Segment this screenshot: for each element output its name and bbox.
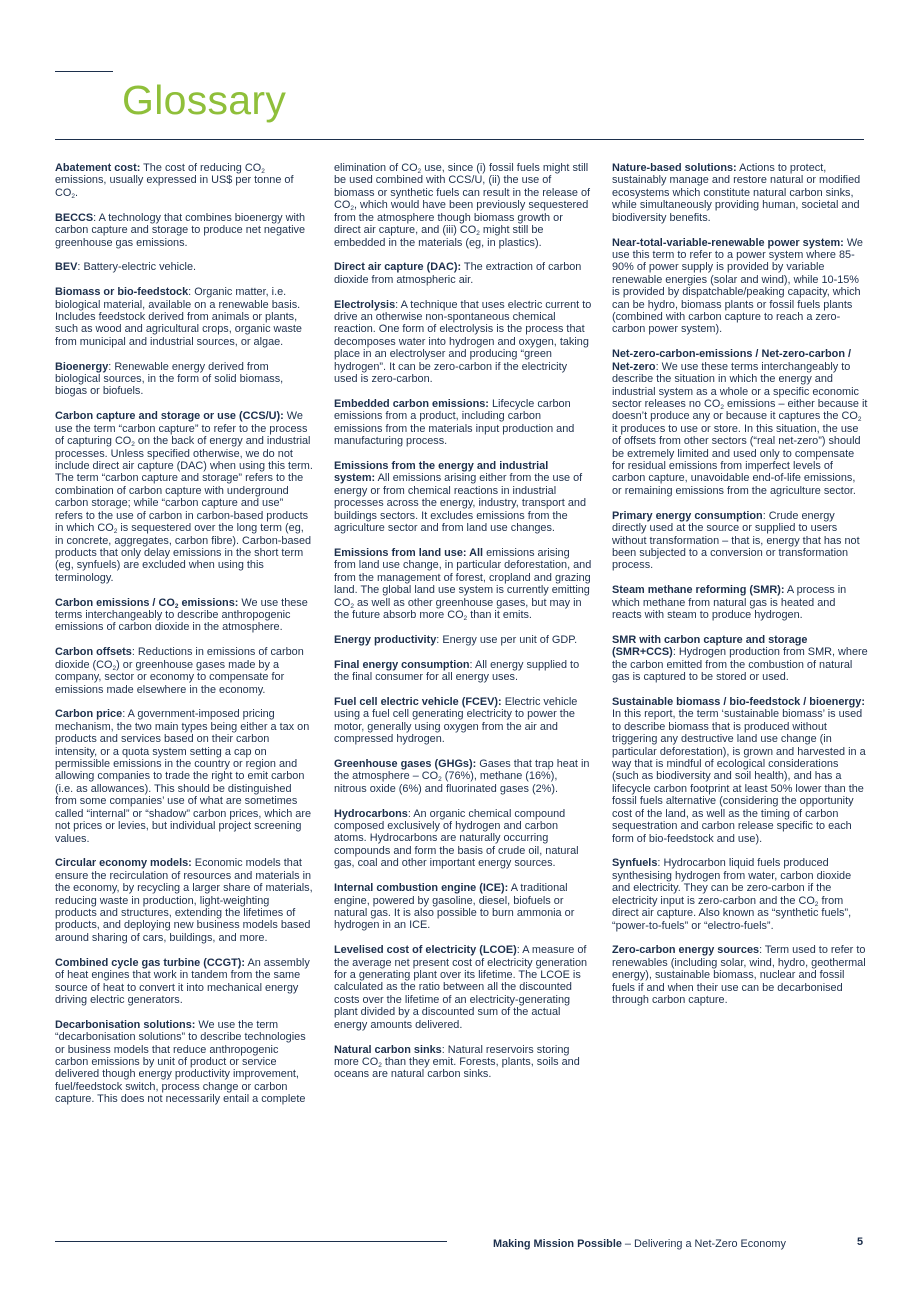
entry-term: Zero-carbon energy sources <box>612 944 760 957</box>
co2-text: CO <box>798 894 815 907</box>
entry-circular-economy <box>55 857 313 944</box>
co2-text: CO <box>96 658 113 671</box>
title-rule <box>55 71 113 72</box>
entry-term: Final energy consumption <box>334 658 470 671</box>
entry-term: Near-total-variable-renewable power system: <box>612 236 844 249</box>
entry-text: All emissions arising either from the use of energy or from chemical reactions in industrial processes across the energy, industry, transport and buildings sectors. It excludes emissions from the agriculture sector and from land use changes. <box>334 472 587 535</box>
entry-energy-industrial <box>334 460 592 535</box>
entry-term: Carbon offsets <box>55 646 132 659</box>
co2-text: CO <box>459 224 477 237</box>
entry-smr-ccs <box>612 634 868 684</box>
entry-term: BEV <box>55 261 78 274</box>
co2-subscript: 2 <box>71 192 75 200</box>
entry-term: Decarbonisation solutions: <box>55 1018 196 1031</box>
entry-text: Gases that trap heat in the atmosphere – <box>334 757 590 783</box>
co2-text: CO <box>841 410 858 423</box>
entry-energy-productivity <box>334 634 592 646</box>
entry-text: : Term used to refer to renewables (including solar, wind, hydro, geothermal energy), sustainable biomass, nuclear and fossil fuels if and when their use can be decarbonised through carbon capture. <box>612 944 866 1007</box>
entry-text: : We use these terms interchangeably to describe the situation in which the energy and industrial system as a whole or a specific economic sector releases no <box>612 360 859 410</box>
entry-text: it produces to use or store. In this situation, the use of offsets from other sectors (“real net-zero”) should be extremely limited and used only to compensate for residual emissions from imperfect levels of carbon capture, unavoidable end-of-life emissions, or remaining emissions from the agriculture sector. <box>612 422 861 497</box>
entry-text: Electric vehicle using a fuel cell generating electricity to power the motor, generally using oxygen from the air and compressed hydrogen. <box>334 695 578 746</box>
entry-nature-based <box>612 162 868 224</box>
co2-text: CO <box>97 522 114 535</box>
co2-text: CO <box>334 199 351 212</box>
co2-subscript: 2 <box>131 441 135 449</box>
co2-text: CO <box>158 596 175 609</box>
entry-text: : Natural reservoirs storing more <box>334 1043 570 1068</box>
co2-subscript: 2 <box>814 900 819 908</box>
entry-term: Steam methane reforming (SMR): <box>612 584 785 597</box>
co2-text: CO <box>447 609 464 622</box>
entry-ccsu <box>55 410 313 584</box>
entry-natural-carbon-sinks <box>334 1044 592 1081</box>
entry-text: use, since (i) fossil fuels might still be used combined with CCS/U, (ii) the use of biomass or synthetic fuels can result in the release of <box>334 162 591 199</box>
co2-subscript: 2 <box>350 205 354 213</box>
entry-text: Economic models that ensure the recirculation of resources and materials in the economy, by recycling a larger share of materials, reducing waste in production, light-weighting products and structures, extending the lifetimes of products, and deploying new business models based around sharing of cars, buildings, and more. <box>55 857 313 944</box>
co2-subscript: 2 <box>350 602 354 610</box>
entry-term: Energy productivity <box>334 633 437 646</box>
entry-text: : Energy use per unit of GDP. <box>436 633 578 646</box>
entry-text: on the back of energy and industrial processes. Unless specified otherwise, we do not include direct air capture (DAC) when using this term. The term “carbon capture and storage” refers to the combination of carbon capture with underground carbon storage; while “carbon capture and use” refers to the use of carbon in carbon-based products in which <box>55 435 313 535</box>
entry-text: emissions arising from land use change, in particular deforestation, and from the management of forest, cropland and grazing land. The global land use system is currently emitting <box>334 546 592 597</box>
entry-text: : Hydrocarbon liquid fuels produced synthesising hydrogen from water, carbon dioxide and electricity. They can be zero-carbon if the electricity input is zero-carbon and the <box>612 857 852 907</box>
entry-text: : Reductions in emissions of carbon dioxide ( <box>55 646 304 671</box>
co2-text: CO <box>401 162 418 174</box>
entry-text: emissions, usually expressed in US$ per tonne of <box>55 174 294 187</box>
entry-text: Actions to protect, sustainably manage and restore natural or modified ecosystems which constitute natural carbon sinks, while simultaneously providing human, societal and biodiversity benefits. <box>612 162 861 224</box>
entry-text: is sequestered over the long term (eg, in concrete, aggregates, carbon fibre). Carbon-based products that only delay emissions in the short term (eg, synfuels) are excluded when using this terminology. <box>55 522 312 584</box>
entry-text: than it emits. <box>467 609 532 622</box>
entry-text: : A technique that uses electric current to drive an otherwise non-spontaneous chemical reaction. One form of electrolysis is the process that decomposes water into hydrogen and oxygen, taking place in an electrolyser and producing “green hydrogen”. It can be zero-carbon if the electricity used is zero-carbon. <box>334 298 592 386</box>
entry-ice <box>334 882 592 932</box>
term-part: Carbon emissions / <box>55 596 159 609</box>
entry-decarbonisation-part-2 <box>334 162 592 249</box>
entry-term: Greenhouse gases (GHGs): <box>334 757 477 770</box>
co2-text: CO <box>244 162 262 174</box>
entry-term: Natural carbon sinks <box>334 1043 442 1056</box>
entry-text: : Hydrogen production from SMR, where the carbon emitted from the combustion of natural gas is captured to be stored or used. <box>612 646 868 684</box>
co2-subscript: 2 <box>476 230 480 238</box>
entry-text: Lifecycle carbon emissions from a product, including carbon emissions from the materials input production and manufacturing process. <box>334 397 575 448</box>
entry-text: An assembly of heat engines that work in tandem from the same source of heat to convert it into mechanical energy driving electric generators. <box>55 956 310 1006</box>
entry-term: Levelised cost of electricity (LCOE) <box>334 944 517 957</box>
entry-text: We use these terms interchangeably to describe anthropogenic emissions of carbon dioxide in the atmosphere. <box>55 596 308 634</box>
entry-text: A traditional engine, powered by gasoline, diesel, biofuels or natural gas. It is also possible to burn ammonia or hydrogen in an ICE. <box>334 882 575 932</box>
entry-term: Internal combustion engine (ICE): <box>334 882 509 895</box>
entry-term: Carbon price <box>55 708 123 721</box>
footer-subtitle: – Delivering a Net-Zero Economy <box>621 1238 786 1250</box>
entry-text: : Renewable energy derived from biological sources, in the form of solid biomass, biogas or biofuels. <box>55 360 284 398</box>
co2-subscript: 2 <box>417 168 422 175</box>
entry-term: Embedded carbon emissions: <box>334 397 489 410</box>
term-part: emissions: <box>178 596 239 609</box>
entry-zero-carbon-sources <box>612 944 868 1006</box>
entry-term: Abatement cost: <box>55 162 141 174</box>
entry-embedded-emissions <box>334 398 592 448</box>
entry-carbon-emissions <box>55 597 313 634</box>
entry-term: Circular economy models: <box>55 857 192 870</box>
footer-rule <box>55 1241 447 1242</box>
entry-term: Electrolysis <box>334 298 396 311</box>
continued-text: elimination of <box>334 162 402 174</box>
entry-text: emissions – either because it doesn’t produce any or because it captures the <box>612 397 868 423</box>
footer <box>493 1238 786 1250</box>
entry-text: The extraction of carbon dioxide from atmospheric air. <box>334 261 582 286</box>
entry-term: Nature-based solutions: <box>612 162 737 174</box>
entry-text: : Battery-electric vehicle. <box>77 261 197 274</box>
page-number: 5 <box>857 1236 864 1248</box>
page-title: Glossary <box>122 77 287 124</box>
entry-synfuels <box>612 857 868 932</box>
entry-term <box>55 597 238 609</box>
entry-text: : A measure of the average net present cost of electricity generation for a generating plant over its lifetime. The LCOE is calculated as the ratio between all the discounted costs over the lifetime of an electricity-generating plant divided by a discounted sum of the actual energy amounts delivered. <box>334 944 588 1031</box>
entry-term: Primary energy consumption <box>612 509 763 522</box>
entry-term: Net-zero-carbon-emissions / Net-zero-carbon / Net-zero <box>612 348 852 373</box>
co2-subscript: 2 <box>112 664 117 672</box>
co2-subscript: 2 <box>378 1061 382 1069</box>
co2-subscript: 2 <box>857 416 862 424</box>
entry-term: Sustainable biomass / bio-feedstock / bioenergy: <box>612 695 865 708</box>
entry-ccgt <box>55 957 313 1007</box>
entry-lcoe <box>334 944 592 1031</box>
entry-bev <box>55 261 313 273</box>
entry-text: from direct air capture. Also known as “synthetic fuels”, “power-to-fuels” or “electro-fuels”. <box>612 894 852 932</box>
entry-sustainable-biomass <box>612 696 868 845</box>
entry-text: as well as other greenhouse gases, but may in the future absorb more <box>334 596 582 622</box>
entry-biomass <box>55 286 313 348</box>
entry-final-energy <box>334 659 592 684</box>
co2-subscript: 2 <box>438 776 442 784</box>
entry-term: Emissions from the energy and industrial system: <box>334 460 549 485</box>
co2-text: CO <box>361 1055 379 1068</box>
glossary-column-3 <box>612 162 868 1019</box>
co2-text: CO <box>704 397 721 410</box>
entry-term: Carbon capture and storage or use (CCS/U): <box>55 410 284 423</box>
entry-fcev <box>334 696 592 746</box>
entry-abatement-cost <box>55 162 313 199</box>
title-divider <box>55 139 864 140</box>
entry-text: We use the term “carbon capture” to refer to the process of capturing <box>55 410 308 448</box>
entry-text: : Organic matter, i.e. biological material, available on a renewable basis. Includes feedstock derived from animals or plants, such as wood and agricultural crops, organic waste from municipal and industrial sources, or algae. <box>55 286 302 348</box>
co2-subscript: 2 <box>113 528 118 536</box>
entry-carbon-offsets <box>55 646 313 696</box>
footer-report-title: Making Mission Possible <box>493 1238 622 1250</box>
entry-bioenergy <box>55 361 313 398</box>
entry-term: Bioenergy <box>55 360 109 373</box>
entry-beccs <box>55 212 313 249</box>
glossary-column-1 <box>55 162 313 1118</box>
entry-text: : All energy supplied to the final consumer for all energy uses. <box>334 658 580 684</box>
entry-term: Fuel cell electric vehicle (FCEV): <box>334 695 502 708</box>
co2-text: CO <box>55 186 72 199</box>
entry-text: The cost of reducing <box>140 162 245 174</box>
entry-term: Combined cycle gas turbine (CCGT): <box>55 956 246 969</box>
entry-term: Synfuels <box>612 857 658 870</box>
entry-primary-energy <box>612 510 868 572</box>
entry-text: , which would have been previously sequestered from the atmosphere though biomass growth or direct air capture, and (iii) <box>334 199 589 237</box>
co2-subscript: 2 <box>174 602 179 610</box>
entry-decarbonisation-part-1 <box>55 1019 313 1106</box>
entry-electrolysis <box>334 299 592 386</box>
entry-term: Emissions from land use: All <box>334 546 484 559</box>
co2-text: CO <box>114 435 132 448</box>
entry-text: than they emit. Forests, plants, soils and oceans are natural carbon sinks. <box>334 1055 580 1081</box>
entry-text: . <box>74 186 78 199</box>
entry-hydrocarbons <box>334 808 592 870</box>
entry-term: BECCS <box>55 211 94 224</box>
glossary-column-2 <box>334 162 592 1093</box>
entry-term: Hydrocarbons <box>334 807 408 820</box>
entry-net-zero <box>612 348 868 497</box>
entry-term: Direct air capture (DAC): <box>334 261 462 274</box>
entry-text: : A government-imposed pricing mechanism, the two main types being either a tax on products and services based on their carbon intensity, or a quota system setting a cap on permissible emissions in the country or region and allowing companies to trade the right to emit carbon (i.e. as allowances). This should be distinguished from some companies’ use of what are sometimes called “internal” or “shadow” carbon prices, which are not prices or levies, but individual project screening values. <box>55 708 312 845</box>
entry-smr <box>612 584 868 621</box>
entry-text: : An organic chemical compound composed exclusively of hydrogen and carbon atoms. Hydrocarbons are naturally occurring compounds and form the basis of crude oil, natural gas, coal and other important energy sources. <box>334 807 579 870</box>
entry-ghg <box>334 758 592 795</box>
co2-text: CO <box>421 770 439 783</box>
entry-dac <box>334 261 592 286</box>
entry-term: Biomass or bio-feedstock <box>55 286 189 299</box>
co2-subscript: 2 <box>261 168 265 175</box>
entry-text: A process in which methane from natural gas is heated and reacts with steam to produce hydrogen. <box>612 584 847 622</box>
entry-land-use <box>334 547 592 622</box>
co2-text: CO <box>334 596 351 609</box>
entry-term: SMR with carbon capture and storage (SMR+CCS) <box>612 633 808 659</box>
entry-text: : Crude energy directly used at the source or supplied to users without transformation – that is, energy that has not been subjected to a conversion or transformation process. <box>612 509 860 572</box>
entry-text: might still be embedded in the materials (eg, in plastics). <box>334 224 544 249</box>
entry-text: : A technology that combines bioenergy with carbon capture and storage to produce net negative greenhouse gas emissions. <box>55 211 306 249</box>
entry-text: ) or greenhouse gases made by a company, sector or economy to compensate for emissions made elsewhere in the economy. <box>55 658 285 696</box>
co2-subscript: 2 <box>463 615 468 623</box>
entry-text: We use this term to refer to a power system where 85-90% of power supply is provided by variable renewable energies (solar and wind), while 10-15% is provided by dispatchable/peaking capacity, which can be hydro, biomass plants or fossil fuels plants (combined with carbon capture to reach a zero-carbon power system). <box>612 236 863 336</box>
entry-text: We use the term “decarbonisation solutions” to describe technologies or business models that reduce anthropogenic carbon emissions by unit of product or service delivered though energy productivity improvement, fuel/feedstock switch, process change or carbon capture. This does not necessarily entail a complete <box>55 1018 306 1106</box>
entry-carbon-price <box>55 708 313 845</box>
entry-near-total-renewable <box>612 237 868 336</box>
co2-subscript: 2 <box>720 403 724 411</box>
entry-text: In this report, the term ‘sustainable biomass’ is used to describe biomass that is produced without triggering any destructive land use change (in particular deforestation), is grown and harvested in a way that is mindful of ecological considerations (such as biodiversity and soil health), and has a lifecycle carbon footprint at least 50% lower than the fossil fuels alternative (considering the opportunity cost of the land, as well as the timing of carbon sequestration and carbon release specific to each form of bio-feedstock and use). <box>612 708 866 845</box>
entry-text: (76%), methane (16%), nitrous oxide (6%) and fluorinated gases (2%). <box>334 770 558 795</box>
